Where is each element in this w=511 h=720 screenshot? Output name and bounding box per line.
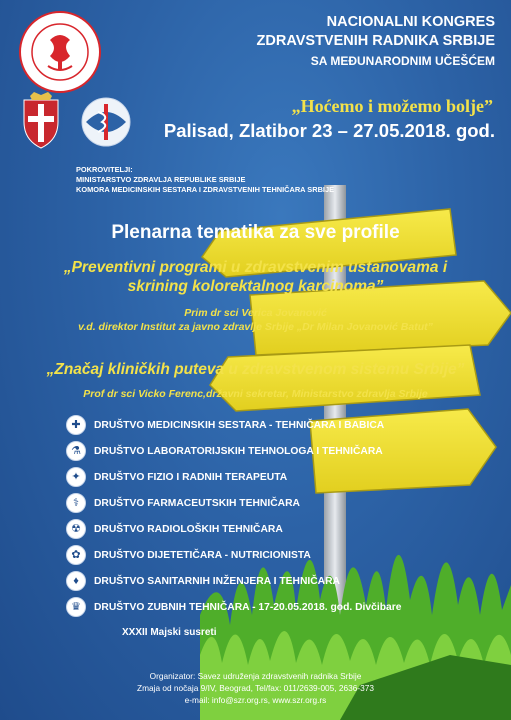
pharmacy-emblem-icon: ⚕ [66,493,86,513]
society-item [66,544,311,566]
society-item [66,596,401,618]
society-item [66,492,300,514]
congress-title-line3: SA MEĐUNARODNIM UČEŠĆEM [310,54,495,68]
coat-of-arms-icon [20,92,62,150]
society-label: DRUŠTVO FARMACEUTSKIH TEHNIČARA [94,497,300,509]
patrons-heading: POKROVITELJI: [76,165,133,174]
plenary-topic2: „Značaj kliničkih puteva u zdravstvenom sistemu Srbije” [46,361,465,378]
society-label: DRUŠTVO MEDICINSKIH SESTARA - TEHNIČARA I BABICA [94,419,385,431]
venue-and-dates: Palisad, Zlatibor 23 – 27.05.2018. god. [163,120,495,141]
speaker1-name: Prim dr sci Verica Jovanović [184,307,327,319]
society-label: DRUŠTVO DIJETETIČARA - NUTRICIONISTA [94,549,311,561]
dietetics-emblem-icon: ✿ [66,545,86,565]
patrons-block [76,165,334,195]
lab-emblem-icon: ⚗ [66,441,86,461]
society-item [66,518,283,540]
majski-susreti: XXXII Majski susreti [122,627,217,638]
association-logo-icon [18,10,102,94]
ministry-logo-icon [76,96,136,148]
physio-emblem-icon: ✦ [66,467,86,487]
address-line: Zmaja od nočaja 9/IV, Beograd, Tel/fax: 011/2639-005, 2636-373 [137,683,374,693]
plenary-topic1-line2: skrining kolorektalnog karcinoma” [127,278,384,295]
society-label: DRUŠTVO LABORATORIJSKIH TEHNOLOGA I TEHNIČARA [94,445,383,457]
society-label: DRUŠTVO SANITARNIH INŽENJERA I TEHNIČARA [94,575,340,587]
congress-slogan: „Hoćemo i možemo bolje” [291,96,493,116]
nurse-emblem-icon: ✚ [66,415,86,435]
radiology-emblem-icon: ☢ [66,519,86,539]
society-item [66,570,340,592]
society-label: DRUŠTVO ZUBNIH TEHNIČARA - 17-20.05.2018. god. Divčibare [94,601,402,613]
society-label: DRUŠTVO RADIOLOŠKIH TEHNIČARA [94,523,283,535]
society-label: DRUŠTVO FIZIO I RADNIH TERAPEUTA [94,471,288,483]
dental-emblem-icon: ♛ [66,597,86,617]
society-item [66,440,383,462]
society-item [66,414,384,436]
congress-title-line1: NACIONALNI KONGRES [326,14,495,30]
organizer-footer [0,670,511,706]
congress-title-line2: ZDRAVSTVENIH RADNIKA SRBIJE [256,33,495,49]
patron-chamber: KOMORA MEDICINSKIH SESTARA I ZDRAVSTVENIH TEHNIČARA SRBIJE [76,185,334,194]
sanitary-emblem-icon: ♦ [66,571,86,591]
speaker1-affiliation: v.d. direktor Institut za javno zdravlje Srbije „Dr Milan Jovanović Batut” [78,321,433,333]
patron-ministry: MINISTARSTVO ZDRAVLJA REPUBLIKE SRBIJE [76,175,246,184]
plenary-topic1-line1: „Preventivni programi u zdravstvenim ustanovama i [63,259,448,276]
society-item [66,466,287,488]
speaker2-name: Prof dr sci Vicko Ferenc,državni sekretar, Ministarstvo zdravlja Srbije [83,388,428,400]
plenary-heading: Plenarna tematika za sve profile [111,222,400,243]
contact-line: e-mail: info@szr.org.rs, www.szr.org.rs [184,695,327,705]
organizer-line: Organizator: Savez udruženja zdravstvenih radnika Srbije [149,671,362,681]
